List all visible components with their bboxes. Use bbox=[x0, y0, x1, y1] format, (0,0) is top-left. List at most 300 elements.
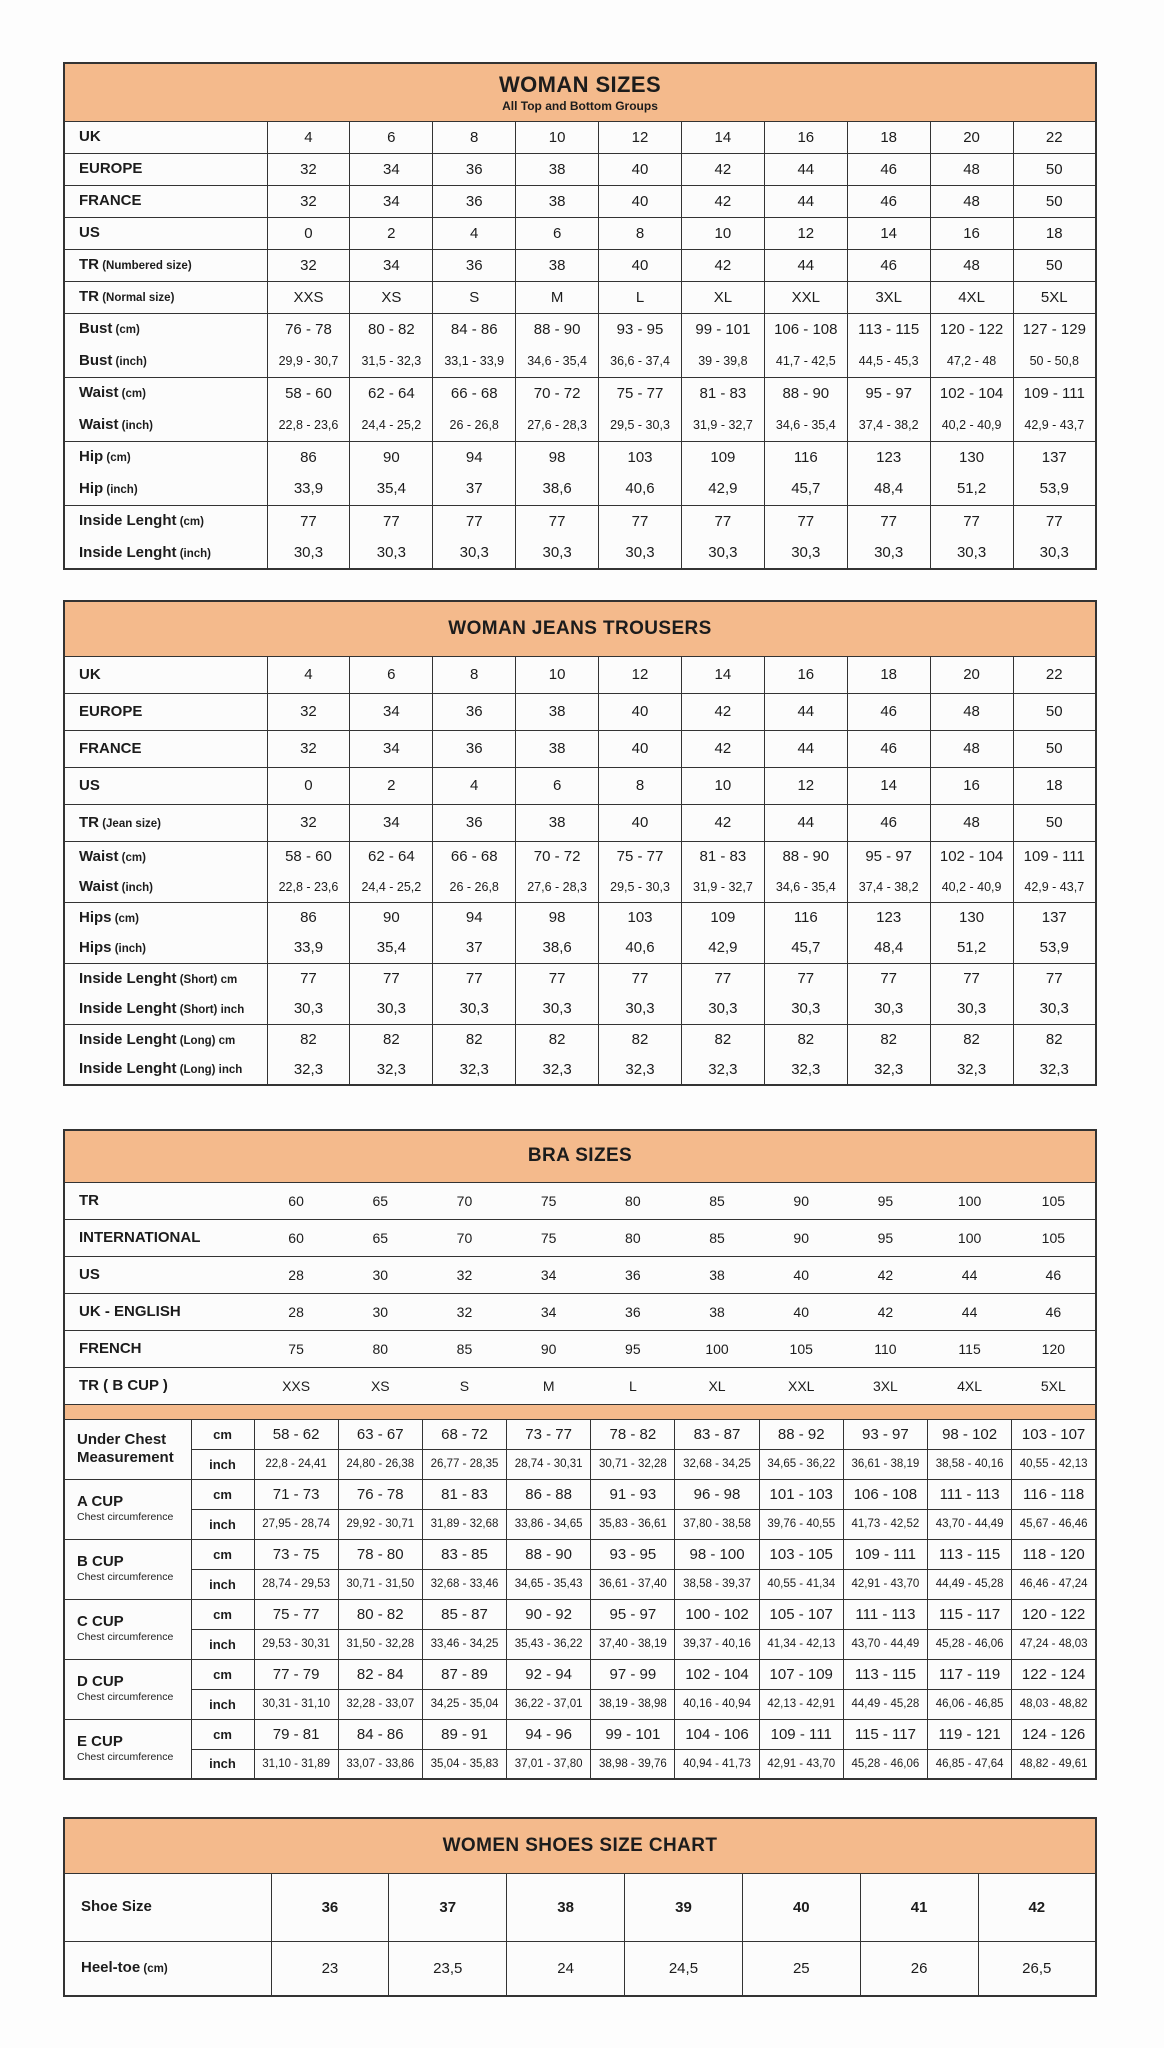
row-label bbox=[64, 693, 267, 730]
table-row bbox=[64, 730, 1096, 767]
cell-value: 109 - 111 bbox=[759, 1719, 843, 1749]
cup-label-text: D CUP bbox=[77, 1673, 124, 1691]
bra-sizes-header bbox=[64, 1130, 1096, 1182]
cell-value: 3XL bbox=[847, 281, 930, 313]
cell-value: 48,03 - 48,82 bbox=[1012, 1689, 1096, 1719]
cell-value: 46,06 - 46,85 bbox=[928, 1689, 1012, 1719]
cell-value: 66 - 68 bbox=[433, 841, 516, 872]
row-label bbox=[64, 933, 267, 964]
row-label bbox=[64, 1293, 254, 1330]
cell-value: 82 bbox=[599, 1024, 682, 1055]
cell-value: 30,3 bbox=[516, 994, 599, 1025]
cell-value: 36,6 - 37,4 bbox=[599, 345, 682, 377]
cell-value: 14 bbox=[847, 217, 930, 249]
cell-value: 42,9 bbox=[681, 473, 764, 505]
cell-value: 82 bbox=[267, 1024, 350, 1055]
cell-value: 38 bbox=[516, 249, 599, 281]
cell-value: 36 bbox=[433, 693, 516, 730]
row-label bbox=[64, 994, 267, 1025]
cell-value: 90 bbox=[350, 441, 433, 473]
table-row bbox=[64, 1479, 1096, 1509]
cup-label-text: A CUP bbox=[77, 1493, 124, 1511]
cell-value: 14 bbox=[681, 656, 764, 693]
cell-value: 50 bbox=[1013, 249, 1096, 281]
row-label-text: FRANCE bbox=[79, 192, 142, 209]
cell-value: 62 - 64 bbox=[350, 377, 433, 409]
cell-value: 88 - 90 bbox=[516, 313, 599, 345]
cell-value: 24 bbox=[507, 1941, 625, 1996]
table-row bbox=[64, 1367, 1096, 1404]
row-label-sub: (Jean size) bbox=[99, 817, 161, 830]
cell-value: 48 bbox=[930, 249, 1013, 281]
table-row bbox=[64, 841, 1096, 872]
cell-value: 30,3 bbox=[599, 994, 682, 1025]
cell-value: 77 bbox=[516, 505, 599, 537]
cell-value: 43,70 - 44,49 bbox=[843, 1629, 927, 1659]
cell-value: 34,65 - 35,43 bbox=[507, 1569, 591, 1599]
cell-value: 42,13 - 42,91 bbox=[759, 1689, 843, 1719]
shoes-size-table bbox=[63, 1817, 1097, 1997]
cell-value: L bbox=[599, 281, 682, 313]
cell-value: 18 bbox=[1013, 217, 1096, 249]
row-label bbox=[64, 505, 267, 537]
table-row bbox=[64, 1449, 1096, 1479]
cup-label bbox=[64, 1599, 191, 1659]
cell-value: 6 bbox=[350, 121, 433, 153]
cell-value: 102 - 104 bbox=[675, 1659, 759, 1689]
cell-value: 16 bbox=[764, 121, 847, 153]
cell-value: 10 bbox=[516, 121, 599, 153]
cell-value: 35,83 - 36,61 bbox=[591, 1509, 675, 1539]
cell-value: L bbox=[591, 1367, 675, 1404]
cell-value: 46 bbox=[1012, 1293, 1096, 1330]
cell-value: 31,10 - 31,89 bbox=[254, 1749, 338, 1779]
cell-value: 82 - 84 bbox=[338, 1659, 422, 1689]
table-row bbox=[64, 1539, 1096, 1569]
cell-value: 137 bbox=[1013, 902, 1096, 933]
cell-value: 4 bbox=[433, 217, 516, 249]
woman-sizes-body bbox=[64, 121, 1096, 569]
cell-value: 81 - 83 bbox=[422, 1479, 506, 1509]
cell-value: 34,65 - 36,22 bbox=[759, 1449, 843, 1479]
table-row bbox=[64, 1941, 1096, 1996]
cell-value: 80 - 82 bbox=[338, 1599, 422, 1629]
table-row bbox=[64, 441, 1096, 473]
cell-value: 75 bbox=[507, 1219, 591, 1256]
cell-value: 44 bbox=[764, 249, 847, 281]
cell-value: 30,3 bbox=[930, 537, 1013, 569]
cell-value: 103 - 105 bbox=[759, 1539, 843, 1569]
cell-value: 75 bbox=[507, 1182, 591, 1219]
cell-value: 105 bbox=[1012, 1182, 1096, 1219]
row-label-sub: (cm) bbox=[111, 912, 139, 925]
cell-value: 46 bbox=[847, 249, 930, 281]
cell-value: 44 bbox=[764, 693, 847, 730]
cell-value: 40,6 bbox=[599, 933, 682, 964]
cell-value: 38 bbox=[516, 693, 599, 730]
cell-value: 107 - 109 bbox=[759, 1659, 843, 1689]
cell-value: 84 - 86 bbox=[433, 313, 516, 345]
cell-value: 42 bbox=[843, 1293, 927, 1330]
table-row bbox=[64, 1659, 1096, 1689]
table-row bbox=[64, 377, 1096, 409]
cell-value: 34 bbox=[350, 185, 433, 217]
jeans-trousers-header bbox=[64, 601, 1096, 656]
cell-value: 127 - 129 bbox=[1013, 313, 1096, 345]
cell-value: 38 bbox=[516, 730, 599, 767]
jeans-trousers-table bbox=[63, 600, 1097, 1086]
shoes-body bbox=[64, 1873, 1096, 1996]
cell-value: 78 - 80 bbox=[338, 1539, 422, 1569]
cell-value: 46 bbox=[847, 804, 930, 841]
cell-value: 130 bbox=[930, 441, 1013, 473]
cell-value: 39 bbox=[625, 1873, 743, 1941]
cell-value: 116 bbox=[764, 902, 847, 933]
cell-value: 75 - 77 bbox=[254, 1599, 338, 1629]
cell-value: 28,74 - 29,53 bbox=[254, 1569, 338, 1599]
table-row bbox=[64, 1419, 1096, 1449]
cell-value: 77 bbox=[764, 505, 847, 537]
row-label-text: UK bbox=[79, 128, 101, 145]
cell-value: 37 bbox=[433, 473, 516, 505]
table-row bbox=[64, 1293, 1096, 1330]
cell-value: 98 - 102 bbox=[928, 1419, 1012, 1449]
cell-value: 30,3 bbox=[350, 537, 433, 569]
table-row bbox=[64, 537, 1096, 569]
cell-value: 65 bbox=[338, 1219, 422, 1256]
cell-value: 16 bbox=[764, 656, 847, 693]
cell-value: 113 - 115 bbox=[843, 1659, 927, 1689]
cell-value: 27,6 - 28,3 bbox=[516, 409, 599, 441]
cell-value: 68 - 72 bbox=[422, 1419, 506, 1449]
cell-value: 100 bbox=[928, 1219, 1012, 1256]
cell-value: 46,46 - 47,24 bbox=[1012, 1569, 1096, 1599]
row-label bbox=[64, 656, 267, 693]
cell-value: 37,4 - 38,2 bbox=[847, 409, 930, 441]
cell-value: 50 bbox=[1013, 153, 1096, 185]
cell-value: 85 bbox=[422, 1330, 506, 1367]
cell-value: 109 - 111 bbox=[1013, 841, 1096, 872]
table-row bbox=[64, 1509, 1096, 1539]
cell-value: 36 bbox=[433, 185, 516, 217]
table-row bbox=[64, 281, 1096, 313]
row-label-text: Waist bbox=[79, 847, 119, 865]
cell-value: 65 bbox=[338, 1182, 422, 1219]
cup-label-text: C CUP bbox=[77, 1613, 124, 1631]
cell-value: 30,3 bbox=[267, 994, 350, 1025]
table-row bbox=[64, 1599, 1096, 1629]
cell-value: 95 - 97 bbox=[847, 377, 930, 409]
cup-label-sub: Chest circumference bbox=[77, 1691, 174, 1704]
unit-label-cm: cm bbox=[191, 1599, 254, 1629]
table-row bbox=[64, 153, 1096, 185]
cell-value: 23 bbox=[271, 1941, 389, 1996]
cell-value: 36 bbox=[591, 1293, 675, 1330]
cup-label-text: B CUP bbox=[77, 1553, 124, 1571]
cell-value: 88 - 90 bbox=[764, 377, 847, 409]
cell-value: 51,2 bbox=[930, 933, 1013, 964]
cell-value: 31,9 - 32,7 bbox=[681, 872, 764, 903]
cell-value: 77 bbox=[267, 505, 350, 537]
bra-sizes-title: BRA SIZES bbox=[527, 1145, 633, 1167]
cell-value: 36,22 - 37,01 bbox=[507, 1689, 591, 1719]
cup-label bbox=[64, 1659, 191, 1719]
cell-value: 50 bbox=[1013, 804, 1096, 841]
cell-value: 80 bbox=[591, 1182, 675, 1219]
shoes-header bbox=[64, 1818, 1096, 1873]
cell-value: 77 bbox=[350, 963, 433, 994]
cell-value: 100 bbox=[675, 1330, 759, 1367]
row-label-text: UK bbox=[79, 665, 101, 683]
unit-label-cm: cm bbox=[191, 1659, 254, 1689]
cell-value: 40,55 - 41,34 bbox=[759, 1569, 843, 1599]
row-label-sub: (cm) bbox=[140, 1963, 168, 1976]
cell-value: 20 bbox=[930, 656, 1013, 693]
cell-value: 70 bbox=[422, 1182, 506, 1219]
cell-value: 89 - 91 bbox=[422, 1719, 506, 1749]
cell-value: 34 bbox=[350, 693, 433, 730]
cell-value: 77 bbox=[764, 963, 847, 994]
cell-value: 34 bbox=[350, 804, 433, 841]
cup-label bbox=[64, 1419, 191, 1479]
cell-value: 28 bbox=[254, 1293, 338, 1330]
cell-value: 30,3 bbox=[433, 994, 516, 1025]
table-row bbox=[64, 1629, 1096, 1659]
cell-value: 34 bbox=[350, 730, 433, 767]
cell-value: 24,5 bbox=[625, 1941, 743, 1996]
cell-value: 44,49 - 45,28 bbox=[928, 1569, 1012, 1599]
cell-value: 117 - 119 bbox=[928, 1659, 1012, 1689]
cell-value: 109 bbox=[681, 902, 764, 933]
cell-value: 113 - 115 bbox=[928, 1539, 1012, 1569]
cell-value: 8 bbox=[433, 656, 516, 693]
cell-value: 82 bbox=[930, 1024, 1013, 1055]
cell-value: 47,24 - 48,03 bbox=[1012, 1629, 1096, 1659]
cell-value: 30,3 bbox=[267, 537, 350, 569]
table-row bbox=[64, 902, 1096, 933]
woman-sizes-subtitle: All Top and Bottom Groups bbox=[502, 98, 658, 113]
cell-value: 35,4 bbox=[350, 933, 433, 964]
cup-label-sub: Chest circumference bbox=[77, 1751, 174, 1764]
cell-value: 80 bbox=[338, 1330, 422, 1367]
cell-value: 73 - 77 bbox=[507, 1419, 591, 1449]
cell-value: 8 bbox=[433, 121, 516, 153]
table-row bbox=[64, 1689, 1096, 1719]
cell-value: 44 bbox=[764, 804, 847, 841]
row-label-text: TR ( B CUP ) bbox=[79, 1376, 168, 1394]
cell-value: 85 bbox=[675, 1182, 759, 1219]
cell-value: 40 bbox=[599, 153, 682, 185]
cell-value: 66 - 68 bbox=[433, 377, 516, 409]
row-label-sub: (cm) bbox=[176, 516, 204, 529]
cell-value: 10 bbox=[516, 656, 599, 693]
cell-value: 31,50 - 32,28 bbox=[338, 1629, 422, 1659]
row-label bbox=[64, 473, 267, 505]
cell-value: 96 - 98 bbox=[675, 1479, 759, 1509]
table-row bbox=[64, 804, 1096, 841]
cell-value: 32,3 bbox=[681, 1055, 764, 1086]
cell-value: 37 bbox=[433, 933, 516, 964]
cell-value: 113 - 115 bbox=[847, 313, 930, 345]
bra-sizes-header-row bbox=[64, 1130, 1096, 1182]
cell-value: 39 - 39,8 bbox=[681, 345, 764, 377]
cell-value: XXS bbox=[267, 281, 350, 313]
cell-value: 32,68 - 34,25 bbox=[675, 1449, 759, 1479]
cell-value: S bbox=[433, 281, 516, 313]
cell-value: 82 bbox=[1013, 1024, 1096, 1055]
cell-value: 50 bbox=[1013, 693, 1096, 730]
row-label-text: US bbox=[79, 1265, 100, 1283]
cell-value: 34 bbox=[350, 249, 433, 281]
cell-value: 103 bbox=[599, 441, 682, 473]
cell-value: 48 bbox=[930, 730, 1013, 767]
cell-value: 34,25 - 35,04 bbox=[422, 1689, 506, 1719]
cell-value: 77 bbox=[350, 505, 433, 537]
cell-value: 30,3 bbox=[599, 537, 682, 569]
cell-value: 58 - 60 bbox=[267, 377, 350, 409]
cell-value: 30,71 - 32,28 bbox=[591, 1449, 675, 1479]
cell-value: 40 bbox=[759, 1293, 843, 1330]
cell-value: 120 bbox=[1012, 1330, 1096, 1367]
row-label-sub: (Long) cm bbox=[176, 1034, 236, 1047]
cell-value: 120 - 122 bbox=[930, 313, 1013, 345]
cell-value: 41,34 - 42,13 bbox=[759, 1629, 843, 1659]
row-label-text: Waist bbox=[79, 384, 119, 402]
cell-value: 36 bbox=[433, 249, 516, 281]
cell-value: 76 - 78 bbox=[338, 1479, 422, 1509]
cell-value: XXS bbox=[254, 1367, 338, 1404]
cell-value: 22,8 - 23,6 bbox=[267, 872, 350, 903]
cell-value: 30,3 bbox=[516, 537, 599, 569]
cell-value: 44 bbox=[764, 153, 847, 185]
cell-value: 32,3 bbox=[350, 1055, 433, 1086]
cell-value: 94 - 96 bbox=[507, 1719, 591, 1749]
cell-value: 30,3 bbox=[350, 994, 433, 1025]
row-label bbox=[64, 1873, 271, 1941]
row-label bbox=[64, 1941, 271, 1996]
cell-value: 30,71 - 31,50 bbox=[338, 1569, 422, 1599]
cell-value: 16 bbox=[930, 767, 1013, 804]
cell-value: 8 bbox=[599, 767, 682, 804]
cell-value: 6 bbox=[516, 767, 599, 804]
jeans-trousers-header-row bbox=[64, 601, 1096, 656]
cell-value: 30,3 bbox=[847, 537, 930, 569]
cell-value: XXL bbox=[764, 281, 847, 313]
cell-value: 86 bbox=[267, 441, 350, 473]
cell-value: 29,5 - 30,3 bbox=[599, 872, 682, 903]
cell-value: 42,9 bbox=[681, 933, 764, 964]
cell-value: S bbox=[422, 1367, 506, 1404]
cell-value: 30,3 bbox=[764, 537, 847, 569]
table-row bbox=[64, 1719, 1096, 1749]
cell-value: 32,68 - 33,46 bbox=[422, 1569, 506, 1599]
cell-value: 32 bbox=[267, 693, 350, 730]
cell-value: 44 bbox=[928, 1256, 1012, 1293]
cell-value: 100 bbox=[928, 1182, 1012, 1219]
cell-value: 44 bbox=[764, 730, 847, 767]
row-label-text: Waist bbox=[79, 415, 119, 433]
woman-sizes-header-row bbox=[64, 63, 1096, 121]
cell-value: 91 - 93 bbox=[591, 1479, 675, 1509]
cell-value: 32,3 bbox=[267, 1055, 350, 1086]
cell-value: 95 bbox=[843, 1219, 927, 1256]
table-row bbox=[64, 1569, 1096, 1599]
cell-value: 38 bbox=[675, 1293, 759, 1330]
cell-value: 93 - 95 bbox=[599, 313, 682, 345]
cell-value: 109 bbox=[681, 441, 764, 473]
cell-value: 115 - 117 bbox=[843, 1719, 927, 1749]
row-label-sub: (inch) bbox=[111, 942, 147, 955]
table-row bbox=[64, 1219, 1096, 1256]
cell-value: 27,95 - 28,74 bbox=[254, 1509, 338, 1539]
row-label-text: EUROPE bbox=[79, 702, 143, 720]
cell-value: 22,8 - 23,6 bbox=[267, 409, 350, 441]
cell-value: 77 bbox=[267, 963, 350, 994]
cell-value: 38,19 - 38,98 bbox=[591, 1689, 675, 1719]
cell-value: 80 bbox=[591, 1219, 675, 1256]
cell-value: 4 bbox=[267, 656, 350, 693]
cell-value: 30,3 bbox=[847, 994, 930, 1025]
cell-value: 36 bbox=[433, 804, 516, 841]
cell-value: 37,80 - 38,58 bbox=[675, 1509, 759, 1539]
cell-value: 8 bbox=[599, 217, 682, 249]
cell-value: 30,3 bbox=[433, 537, 516, 569]
cell-value: 98 bbox=[516, 441, 599, 473]
cell-value: XL bbox=[675, 1367, 759, 1404]
row-label-text: TR bbox=[79, 1191, 99, 1209]
cell-value: 70 - 72 bbox=[516, 841, 599, 872]
row-label bbox=[64, 185, 267, 217]
cell-value: 103 bbox=[599, 902, 682, 933]
cell-value: 123 bbox=[847, 902, 930, 933]
shoes-title: WOMEN SHOES SIZE CHART bbox=[442, 1834, 718, 1856]
unit-label-inch: inch bbox=[191, 1689, 254, 1719]
cell-value: 73 - 75 bbox=[254, 1539, 338, 1569]
cell-value: XL bbox=[681, 281, 764, 313]
cell-value: 42 bbox=[681, 693, 764, 730]
cell-value: 99 - 101 bbox=[591, 1719, 675, 1749]
unit-label-inch: inch bbox=[191, 1569, 254, 1599]
cell-value: 34,6 - 35,4 bbox=[764, 409, 847, 441]
row-label bbox=[64, 377, 267, 409]
row-label bbox=[64, 872, 267, 903]
row-label-text: US bbox=[79, 224, 100, 241]
cell-value: 90 bbox=[350, 902, 433, 933]
cell-value: 38 bbox=[507, 1873, 625, 1941]
cell-value: 70 - 72 bbox=[516, 377, 599, 409]
row-label-sub: (Long) inch bbox=[176, 1064, 243, 1077]
cell-value: 44,49 - 45,28 bbox=[843, 1689, 927, 1719]
cell-value: 102 - 104 bbox=[930, 377, 1013, 409]
cell-value: 18 bbox=[847, 656, 930, 693]
cell-value: 44,5 - 45,3 bbox=[847, 345, 930, 377]
cell-value: 77 bbox=[930, 505, 1013, 537]
row-label bbox=[64, 730, 267, 767]
cell-value: 82 bbox=[350, 1024, 433, 1055]
cell-value: 40 bbox=[599, 185, 682, 217]
cell-value: 48 bbox=[930, 693, 1013, 730]
cup-label bbox=[64, 1539, 191, 1599]
row-label-text: Shoe Size bbox=[81, 1898, 152, 1915]
cell-value: 86 bbox=[267, 902, 350, 933]
row-label bbox=[64, 409, 267, 441]
cell-value: 12 bbox=[764, 767, 847, 804]
cell-value: 35,43 - 36,22 bbox=[507, 1629, 591, 1659]
cell-value: 36 bbox=[591, 1256, 675, 1293]
cell-value: 41,73 - 42,52 bbox=[843, 1509, 927, 1539]
cell-value: 122 - 124 bbox=[1012, 1659, 1096, 1689]
cell-value: 45,28 - 46,06 bbox=[843, 1749, 927, 1779]
